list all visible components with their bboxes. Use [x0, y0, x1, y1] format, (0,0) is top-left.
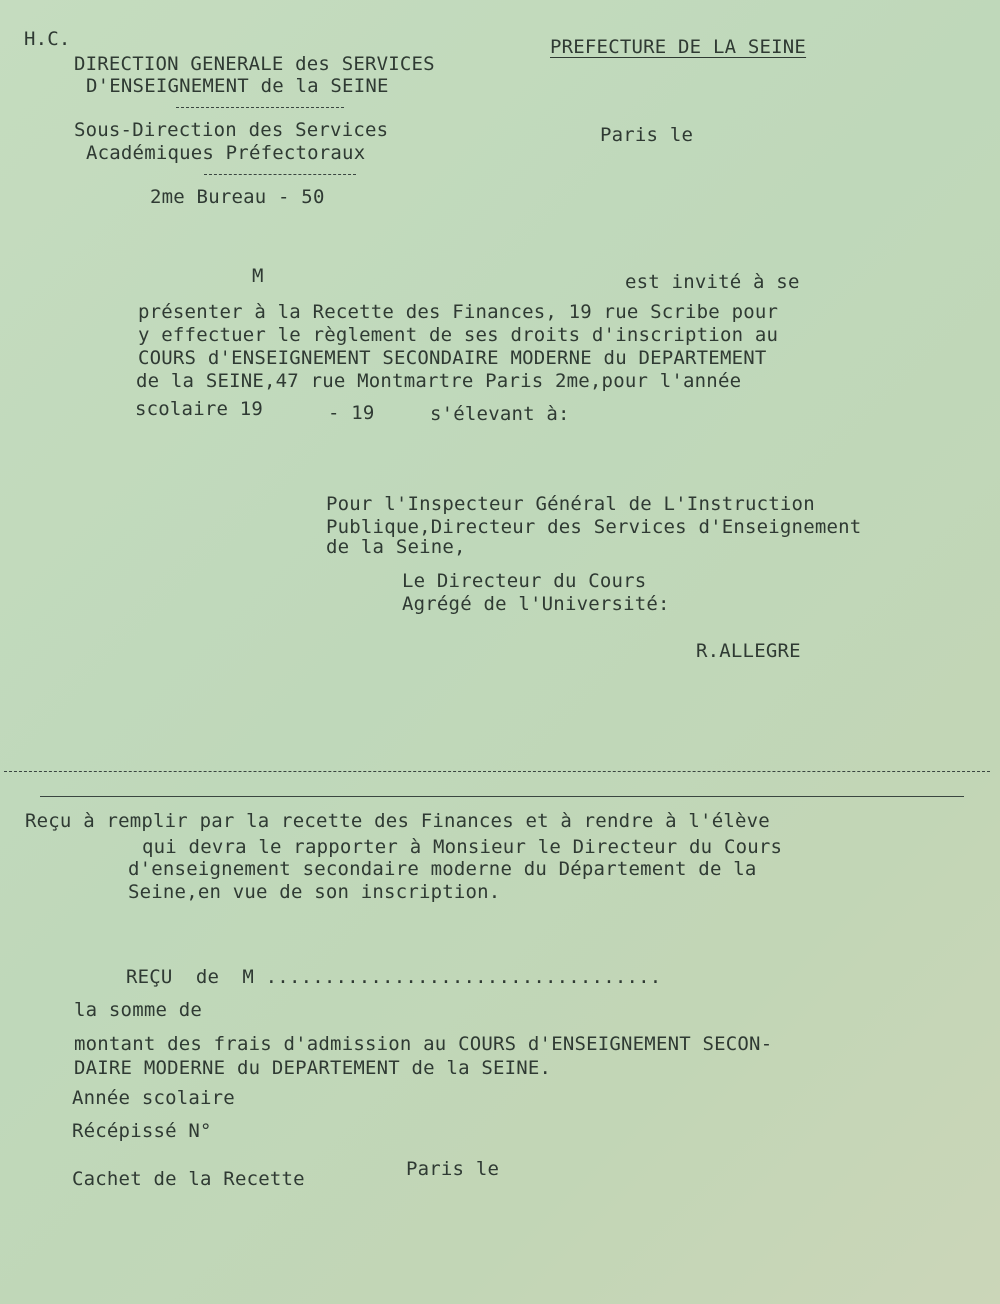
initials: H.C.: [24, 28, 71, 50]
school-year-label: scolaire 19: [135, 398, 264, 420]
montant-line-2: DAIRE MODERNE du DEPARTEMENT de la SEINE.: [74, 1057, 552, 1079]
sub-direction-line-2: Académiques Préfectoraux: [86, 142, 366, 164]
somme-label: la somme de: [74, 999, 203, 1021]
direction-line-2: D'ENSEIGNEMENT de la SEINE: [86, 75, 389, 97]
separator-line: [40, 796, 964, 797]
prefecture-title: PREFECTURE DE LA SEINE: [550, 36, 807, 58]
recepisse-label: Récépissé N°: [72, 1120, 212, 1142]
direction-line-1: DIRECTION GENERALE des SERVICES: [74, 53, 435, 75]
invitation-line-4: de la SEINE,47 rue Montmartre Paris 2me,pour l'année: [136, 370, 742, 392]
signature-line-3: de la Seine,: [326, 536, 466, 558]
signature-line-2: Publique,Directeur des Services d'Enseignement: [326, 516, 862, 538]
invitation-line-2: y effectuer le règlement de ses droits d'inscription au: [138, 324, 779, 346]
receipt-intro-line-1: Reçu à remplir par la recette des Finances et à rendre à l'élève: [25, 810, 770, 832]
receipt-intro-line-3: d'enseignement secondaire moderne du Département de la: [128, 858, 757, 880]
divider: [204, 174, 356, 175]
amount-label: s'élevant à:: [430, 403, 570, 425]
annee-scolaire-label: Année scolaire: [72, 1087, 235, 1109]
receipt-intro-line-4: Seine,en vue de son inscription.: [128, 881, 501, 903]
signature-line-1: Pour l'Inspecteur Général de L'Instruction: [326, 493, 815, 515]
paris-le: Paris le: [600, 124, 694, 146]
receipt-intro-line-2: qui devra le rapporter à Monsieur le Directeur du Cours: [142, 836, 783, 858]
recu-de-line: REÇU de M ..................................: [126, 966, 662, 988]
tear-off-line: [4, 771, 990, 772]
school-year-end: - 19: [328, 402, 375, 424]
signature-line-5: Agrégé de l'Université:: [402, 593, 670, 615]
sub-direction-line-1: Sous-Direction des Services: [74, 119, 389, 141]
divider: [176, 107, 344, 108]
cachet-label: Cachet de la Recette: [72, 1168, 305, 1190]
addressee-m: M: [252, 265, 264, 287]
invited-text: est invité à se: [625, 271, 800, 293]
montant-line-1: montant des frais d'admission au COURS d'ENSEIGNEMENT SECON-: [74, 1033, 773, 1055]
invitation-line-3: COURS d'ENSEIGNEMENT SECONDAIRE MODERNE du DEPARTEMENT: [138, 347, 767, 369]
receipt-paris-le: Paris le: [406, 1158, 500, 1180]
invitation-line-1: présenter à la Recette des Finances, 19 rue Scribe pour: [138, 301, 779, 323]
signatory-name: R.ALLEGRE: [696, 640, 801, 662]
signature-line-4: Le Directeur du Cours: [402, 570, 647, 592]
bureau: 2me Bureau - 50: [150, 186, 325, 208]
